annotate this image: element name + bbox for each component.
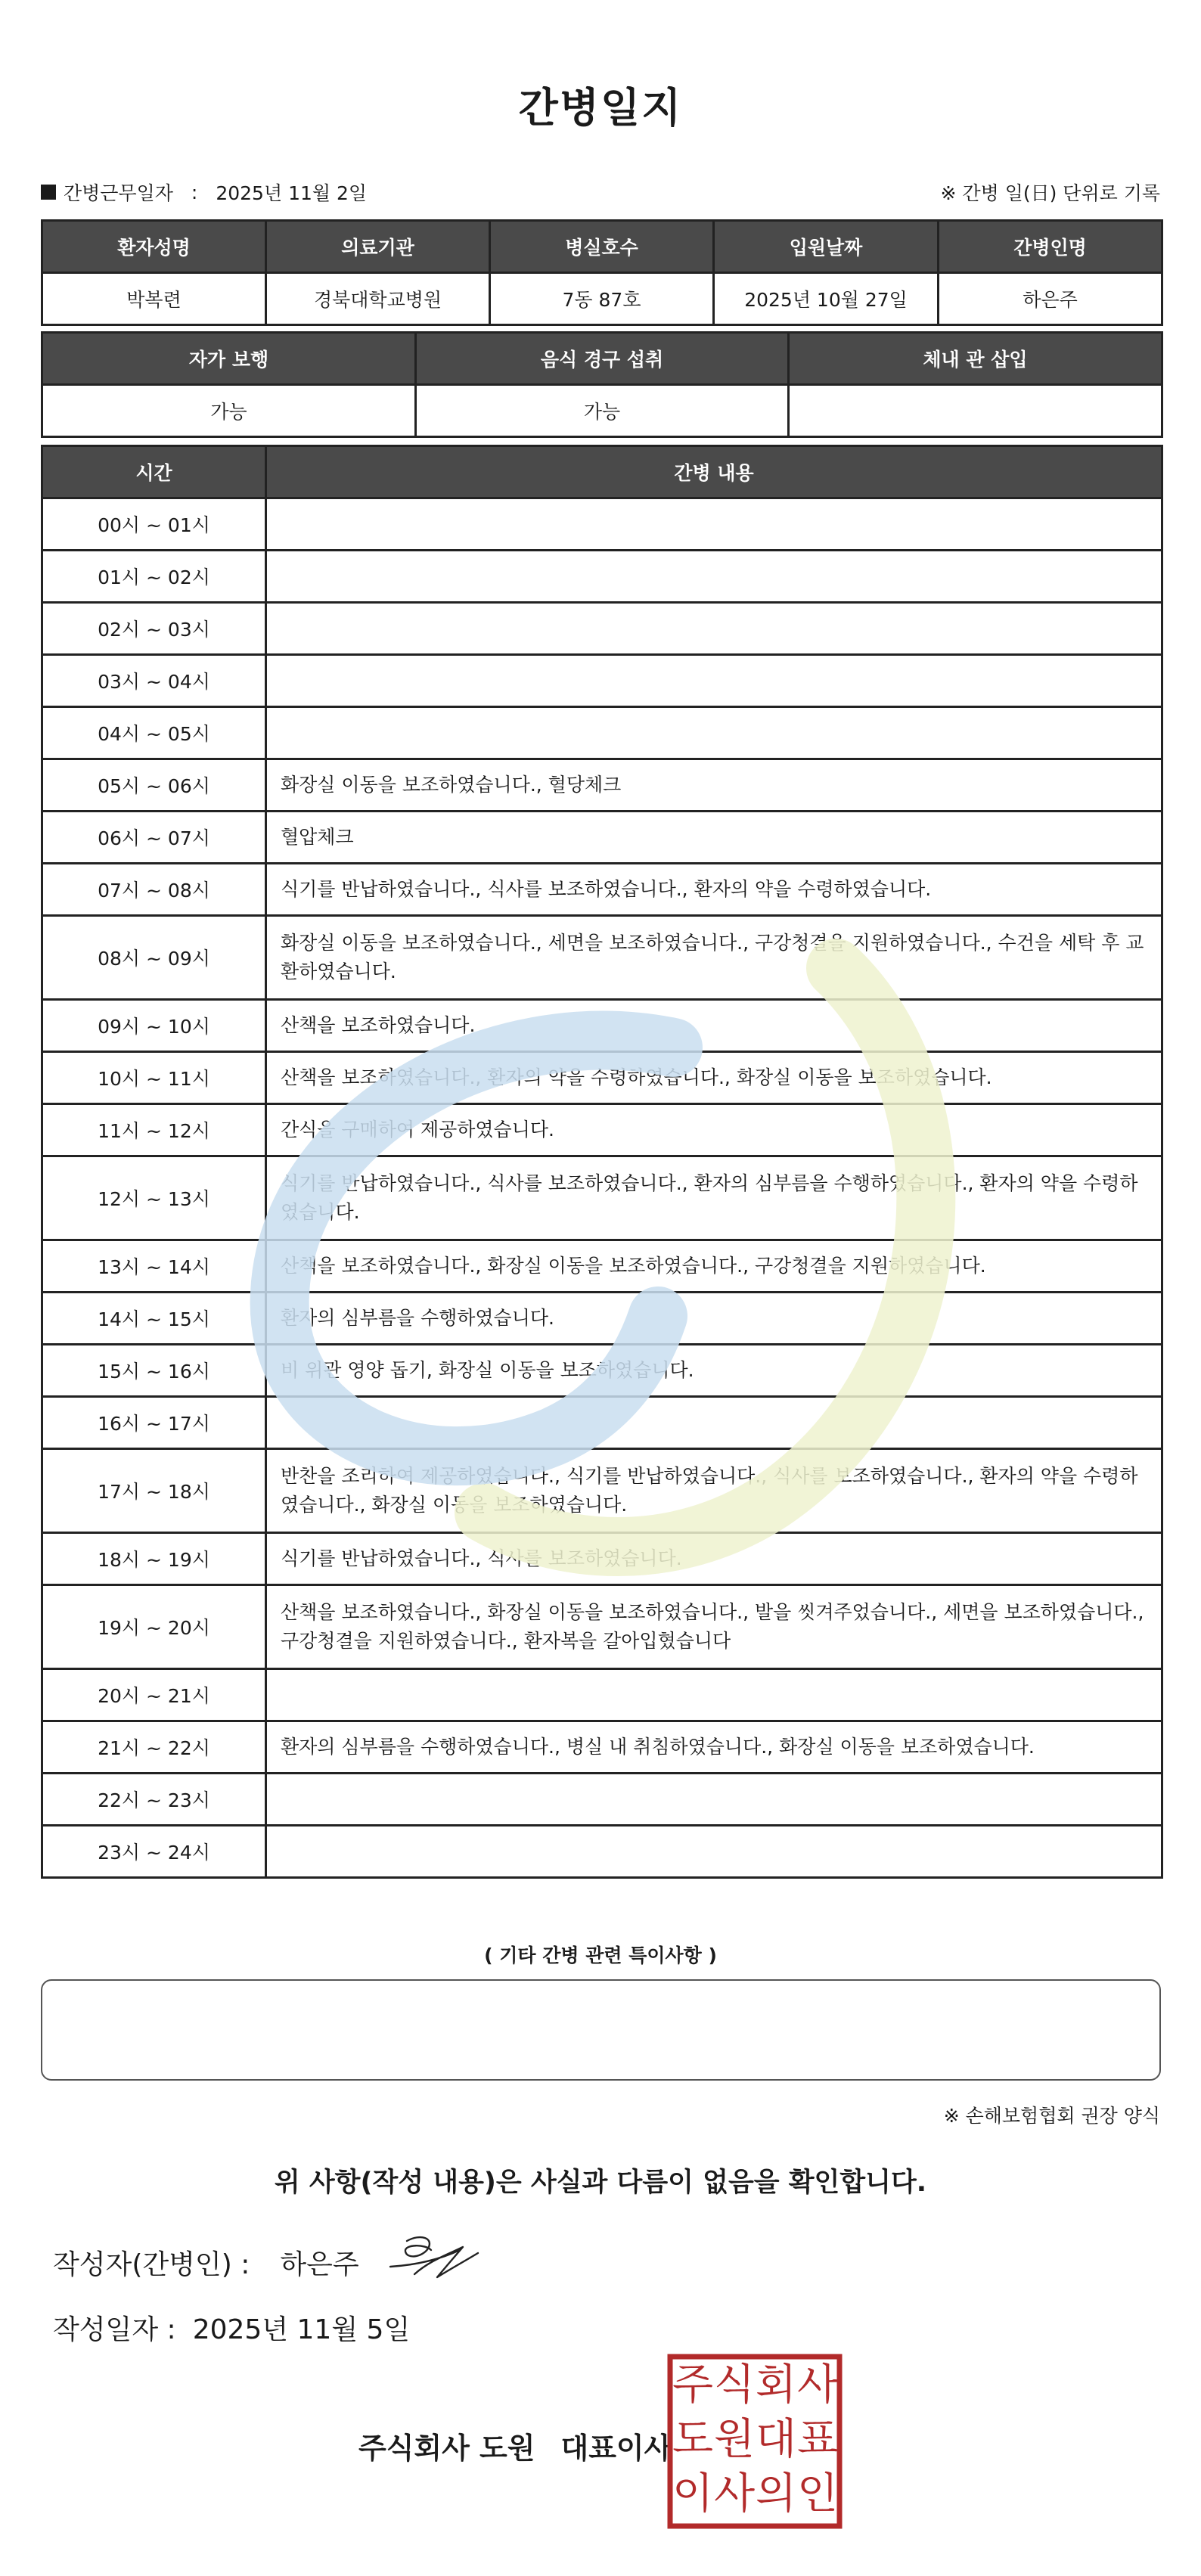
- log-content: 식기를 반납하였습니다., 식사를 보조하였습니다., 환자의 약을 수령하였습니다.: [266, 864, 1162, 916]
- log-row: [42, 1774, 1162, 1826]
- log-content: 산책을 보조하였습니다.: [266, 1000, 1162, 1052]
- patient-info-table: [41, 219, 1163, 326]
- log-content: [266, 1669, 1162, 1721]
- log-time: 03시 ~ 04시: [42, 655, 266, 707]
- log-time: 07시 ~ 08시: [42, 864, 266, 916]
- log-content: 화장실 이동을 보조하였습니다., 혈당체크: [266, 759, 1162, 812]
- log-content: [266, 707, 1162, 759]
- log-row: [42, 864, 1162, 916]
- log-row: [42, 1240, 1162, 1293]
- seal-character: 식: [713, 2360, 756, 2410]
- care-log-table: [41, 445, 1163, 1879]
- oral-intake-value: 가능: [416, 385, 789, 437]
- log-row: [42, 707, 1162, 759]
- log-row: [42, 655, 1162, 707]
- log-row: [42, 1585, 1162, 1669]
- seal-character: 인: [796, 2469, 839, 2519]
- header-hospital: 의료기관: [266, 221, 490, 273]
- log-content: 식기를 반납하였습니다., 식사를 보조하였습니다., 환자의 심부름을 수행하였습니다., 환자의 약을 수령하였습니다.: [266, 1156, 1162, 1240]
- square-bullet-icon: [41, 185, 56, 200]
- log-time: 13시 ~ 14시: [42, 1240, 266, 1293]
- writer-name: 하은주: [280, 2249, 359, 2280]
- writer-line: [53, 2243, 359, 2282]
- log-row: [42, 1449, 1162, 1533]
- room-number: 7동 87호: [490, 273, 714, 325]
- log-row: [42, 1533, 1162, 1585]
- write-date-value: 2025년 11월 5일: [192, 2314, 411, 2345]
- log-content: [266, 1826, 1162, 1878]
- log-time: 21시 ~ 22시: [42, 1721, 266, 1774]
- header-caregiver: 간병인명: [939, 221, 1162, 273]
- company-seal-icon: [667, 2354, 843, 2529]
- writer-label: 작성자(간병인) :: [53, 2249, 250, 2280]
- log-row: [42, 1826, 1162, 1878]
- log-time: 16시 ~ 17시: [42, 1397, 266, 1449]
- unit-note: ※ 간병 일(日) 단위로 기록: [940, 182, 1160, 204]
- confirmation-statement: 위 사항(작성 내용)은 사실과 다름이 없음을 확인합니다.: [274, 2168, 927, 2198]
- log-row: [42, 1156, 1162, 1240]
- status-value-row: [42, 385, 1162, 437]
- meta-row: [41, 175, 1160, 209]
- log-time: 17시 ~ 18시: [42, 1449, 266, 1533]
- log-content: [266, 655, 1162, 707]
- log-row: [42, 812, 1162, 864]
- log-time: 04시 ~ 05시: [42, 707, 266, 759]
- work-date-label: 간병근무일자: [64, 182, 173, 204]
- page-title: 간병일지: [518, 84, 683, 132]
- seal-character: 회: [755, 2360, 797, 2410]
- seal-character: 사: [713, 2469, 756, 2519]
- log-row: [42, 1721, 1162, 1774]
- log-content: 혈압체크: [266, 812, 1162, 864]
- log-time: 02시 ~ 03시: [42, 603, 266, 655]
- seal-character: 사: [796, 2360, 839, 2410]
- seal-character: 주: [672, 2360, 714, 2410]
- seal-character: 이: [672, 2469, 714, 2519]
- header-care-content: 간병 내용: [266, 446, 1162, 498]
- header-patient-name: 환자성명: [42, 221, 266, 273]
- status-header-row: [42, 333, 1162, 385]
- log-content: 산책을 보조하였습니다., 환자의 약을 수령하였습니다., 화장실 이동을 보조하였습니다.: [266, 1052, 1162, 1104]
- seal-character: 원: [713, 2415, 756, 2464]
- log-time: 20시 ~ 21시: [42, 1669, 266, 1721]
- log-row: [42, 1000, 1162, 1052]
- log-time: 18시 ~ 19시: [42, 1533, 266, 1585]
- log-time: 00시 ~ 01시: [42, 498, 266, 551]
- header-tube: 체내 관 삽입: [789, 333, 1162, 385]
- log-row: [42, 916, 1162, 1000]
- log-row: [42, 759, 1162, 812]
- log-content: 환자의 심부름을 수행하였습니다., 병실 내 취침하였습니다., 화장실 이동을 보조하였습니다.: [266, 1721, 1162, 1774]
- log-time: 12시 ~ 13시: [42, 1156, 266, 1240]
- ceo-title: 대표이사: [560, 2432, 672, 2465]
- log-content: 환자의 심부름을 수행하였습니다.: [266, 1293, 1162, 1345]
- log-time: 06시 ~ 07시: [42, 812, 266, 864]
- log-time: 08시 ~ 09시: [42, 916, 266, 1000]
- header-walking: 자가 보행: [42, 333, 416, 385]
- patient-value-row: [42, 273, 1162, 325]
- log-content: 산책을 보조하였습니다., 화장실 이동을 보조하였습니다., 발을 씻겨주었습니다., 세면을 보조하였습니다., 구강청결을 지원하였습니다., 환자복을 갈아입혔습니다: [266, 1585, 1162, 1669]
- log-row: [42, 1104, 1162, 1156]
- log-content: [266, 498, 1162, 551]
- log-time: 05시 ~ 06시: [42, 759, 266, 812]
- hospital-name: 경북대학교병원: [266, 273, 490, 325]
- form-note: ※ 손해보험협회 권장 양식: [943, 2105, 1160, 2127]
- notes-box: [41, 1979, 1161, 2081]
- log-body: [42, 498, 1162, 1878]
- patient-status-table: [41, 331, 1163, 438]
- log-time: 23시 ~ 24시: [42, 1826, 266, 1878]
- log-time: 01시 ~ 02시: [42, 551, 266, 603]
- seal-character: 표: [796, 2415, 839, 2464]
- log-time: 15시 ~ 16시: [42, 1345, 266, 1397]
- log-content: [266, 551, 1162, 603]
- log-row: [42, 603, 1162, 655]
- log-row: [42, 1345, 1162, 1397]
- log-row: [42, 1293, 1162, 1345]
- seal-character: 도: [672, 2415, 714, 2464]
- signature-icon: [384, 2227, 483, 2288]
- log-time: 19시 ~ 20시: [42, 1585, 266, 1669]
- log-content: [266, 1774, 1162, 1826]
- company-line: [358, 2425, 672, 2466]
- header-room: 병실호수: [490, 221, 714, 273]
- seal-character: 대: [755, 2415, 797, 2464]
- log-time: 10시 ~ 11시: [42, 1052, 266, 1104]
- log-time: 14시 ~ 15시: [42, 1293, 266, 1345]
- log-time: 11시 ~ 12시: [42, 1104, 266, 1156]
- log-content: 비 위관 영양 돕기, 화장실 이동을 보조하였습니다.: [266, 1345, 1162, 1397]
- work-date: [41, 178, 367, 206]
- log-content: 화장실 이동을 보조하였습니다., 세면을 보조하였습니다., 구강청결을 지원하였습니다., 수건을 세탁 후 교환하였습니다.: [266, 916, 1162, 1000]
- company-name: 주식회사 도원: [358, 2432, 535, 2465]
- log-content: 식기를 반납하였습니다., 식사를 보조하였습니다.: [266, 1533, 1162, 1585]
- patient-name: 박복련: [42, 273, 266, 325]
- work-date-separator: :: [191, 181, 198, 203]
- log-row: [42, 1669, 1162, 1721]
- write-date-line: [53, 2308, 410, 2347]
- seal-character: 의: [755, 2469, 797, 2519]
- log-time: 22시 ~ 23시: [42, 1774, 266, 1826]
- caregiver-name: 하은주: [939, 273, 1162, 325]
- log-content: [266, 1397, 1162, 1449]
- log-row: [42, 551, 1162, 603]
- notes-title: ( 기타 간병 관련 특이사항 ): [484, 1944, 717, 1966]
- write-date-label: 작성일자 :: [53, 2314, 176, 2345]
- log-content: 산책을 보조하였습니다., 화장실 이동을 보조하였습니다., 구강청결을 지원하였습니다.: [266, 1240, 1162, 1293]
- header-oral-intake: 음식 경구 섭취: [416, 333, 789, 385]
- header-time: 시간: [42, 446, 266, 498]
- log-row: [42, 1052, 1162, 1104]
- log-row: [42, 498, 1162, 551]
- work-date-value: 2025년 11월 2일: [216, 182, 368, 204]
- walking-value: 가능: [42, 385, 416, 437]
- log-header-row: [42, 446, 1162, 498]
- admission-date: 2025년 10월 27일: [714, 273, 939, 325]
- log-content: 간식을 구매하여 제공하였습니다.: [266, 1104, 1162, 1156]
- log-content: [266, 603, 1162, 655]
- log-time: 09시 ~ 10시: [42, 1000, 266, 1052]
- patient-header-row: [42, 221, 1162, 273]
- log-row: [42, 1397, 1162, 1449]
- tube-value: [789, 385, 1162, 437]
- header-admission-date: 입원날짜: [714, 221, 939, 273]
- log-content: 반찬을 조리하여 제공하였습니다., 식기를 반납하였습니다., 식사를 보조하였습니다., 환자의 약을 수령하였습니다., 화장실 이동을 보조하였습니다.: [266, 1449, 1162, 1533]
